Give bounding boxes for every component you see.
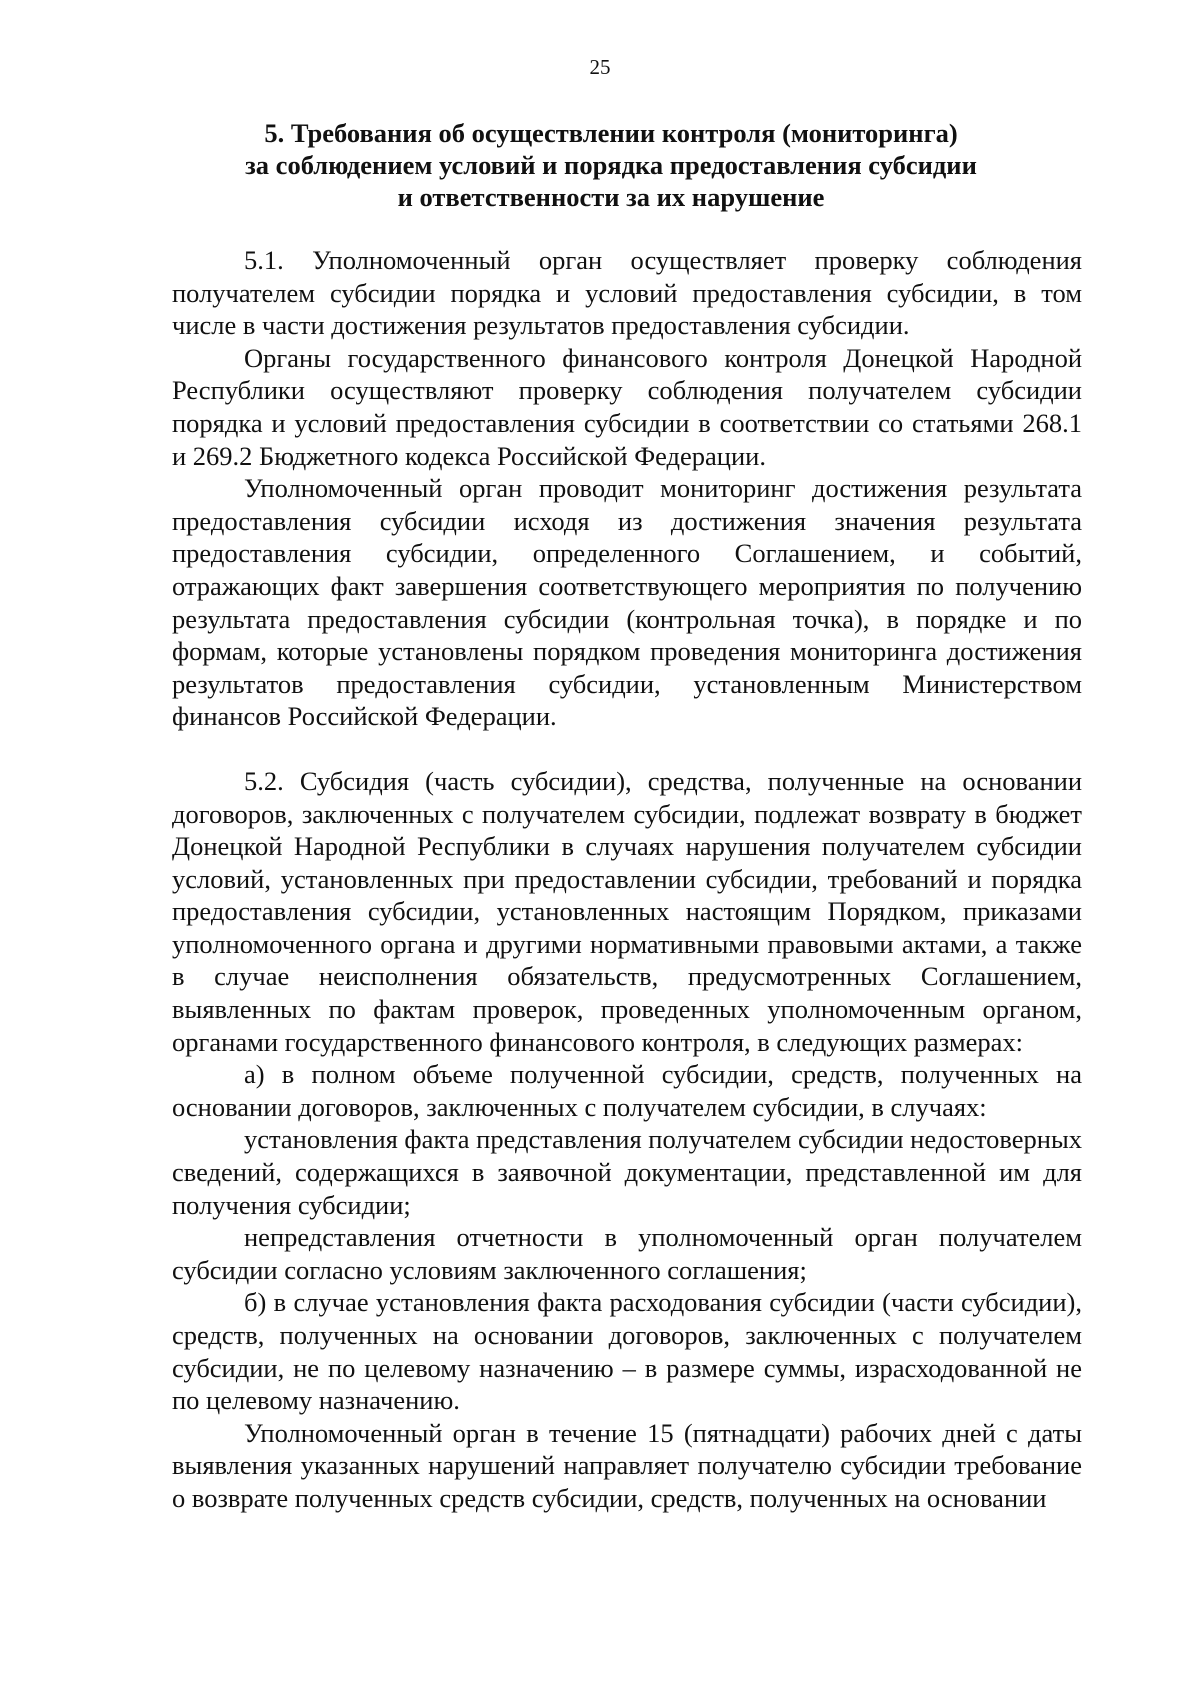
page-number: 25 <box>589 55 611 79</box>
paragraph-item-b: б) в случае установления факта расходования субсидии (части субсидии), средств, полученных на основании договоров, заключенных с получателем субсидии, не по целевому назначению – в размере суммы, израсходованной не по целевому назначению. <box>172 1287 1082 1416</box>
paragraph: непредставления отчетности в уполномоченный орган получателем субсидии согласно условиям заключенного соглашения; <box>172 1222 1082 1285</box>
section-heading-line: за соблюдением условий и порядка предоставления субсидии <box>245 150 977 180</box>
paragraph-5-2: 5.2. Субсидия (часть субсидии), средства, полученные на основании договоров, заключенных с получателем субсидии, подлежат возврату в бюджет Донецкой Народной Республики в случаях нарушения получателем субсидии условий, установленных при предоставлении субсидии, требований и порядка предоставления субсидии, установленных настоящим Порядком, приказами уполномоченного органа и другими нормативными правовыми актами, а также в случае неисполнения обязательств, предусмотренных Соглашением, выявленных по фактам проверок, проведенных уполномоченным органом, органами государственного финансового контроля, в следующих размерах: <box>172 765 1082 1057</box>
section-heading-line: 5. Требования об осуществлении контроля (мониторинга) <box>264 118 958 148</box>
paragraph: Органы государственного финансового контроля Донецкой Народной Республики осуществляют проверку соблюдения получателем субсидии порядка и условий предоставления субсидии в соответствии со статьями 268.1 и 269.2 Бюджетного кодекса Российской Федерации. <box>172 342 1082 471</box>
paragraph: Уполномоченный орган проводит мониторинг достижения результата предоставления субсидии исходя из достижения значения результата предоставления субсидии, определенного Соглашением, и событий, отражающих факт завершения соответствующего мероприятия по получению результата предоставления субсидии (контрольная точка), в порядке и по формам, которые установлены порядком проведения мониторинга достижения результатов предоставления субсидии, установленным Министерством финансов Российской Федерации. <box>172 473 1082 732</box>
paragraph-5-1: 5.1. Уполномоченный орган осуществляет проверку соблюдения получателем субсидии порядка и условий предоставления субсидии, в том числе в части достижения результатов предоставления субсидии. <box>172 245 1082 341</box>
document-body <box>172 244 1082 1515</box>
paragraph: установления факта представления получателем субсидии недостоверных сведений, содержащихся в заявочной документации, представленной им для получения субсидии; <box>172 1124 1082 1220</box>
paragraph: Уполномоченный орган в течение 15 (пятнадцати) рабочих дней с даты выявления указанных нарушений направляет получателю субсидии требование о возврате полученных средств субсидии, средств, полученных на основании <box>172 1417 1082 1513</box>
section-heading <box>160 117 1062 213</box>
section-heading-line: и ответственности за их нарушение <box>397 182 825 212</box>
paragraph-item-a: а) в полном объеме полученной субсидии, средств, полученных на основании договоров, заключенных с получателем субсидии, в случаях: <box>172 1059 1082 1122</box>
